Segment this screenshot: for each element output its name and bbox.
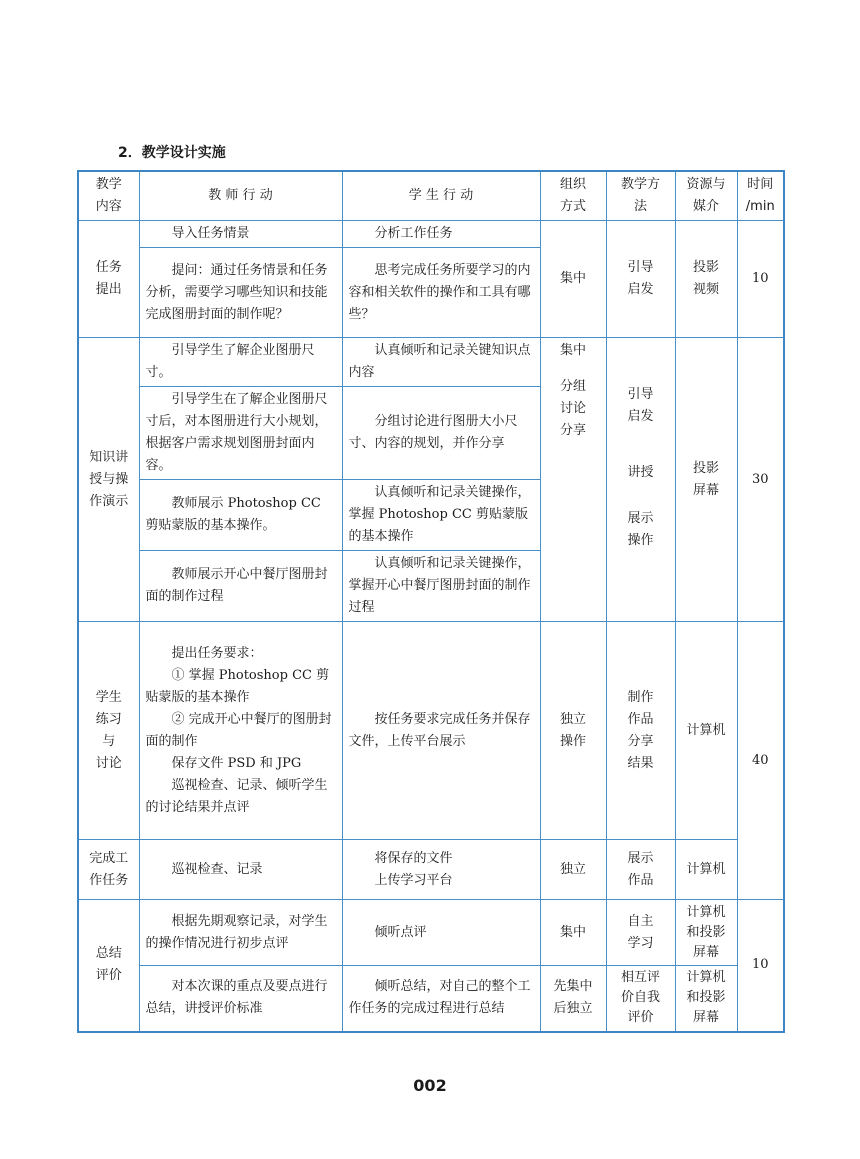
table-row — [78, 338, 784, 387]
teacher-action: 教师展示开心中餐厅图册封面的制作过程 — [139, 551, 342, 622]
student-action: 思考完成任务所要学习的内容和相关软件的操作和工具有哪些？ — [342, 248, 540, 338]
student-action: 倾听总结，对自己的整个工作任务的完成过程进行总结 — [342, 966, 540, 1032]
student-action: 分组讨论进行图册大小尺寸、内容的规划，并作分享 — [342, 387, 540, 480]
section-heading: 2．教学设计实施 — [118, 145, 226, 161]
teacher-action: 引导学生了解企业图册尺寸。 — [139, 338, 342, 387]
table-row — [78, 622, 784, 840]
teacher-action: 教师展示 Photoshop CC 剪贴蒙版的基本操作。 — [139, 480, 342, 551]
org-mode: 集中 — [540, 900, 606, 966]
teacher-action: 提问：通过任务情景和任务分析，需要学习哪些知识和技能完成图册封面的制作呢？ — [139, 248, 342, 338]
section-summary-evaluation: 总结 评价 — [78, 900, 139, 1032]
section-complete-task: 完成工 作任务 — [78, 840, 139, 900]
student-action: 认真倾听和记录关键操作，掌握开心中餐厅图册封面的制作过程 — [342, 551, 540, 622]
header-org: 组织 方式 — [540, 171, 606, 221]
resource-media: 投影 视频 — [675, 221, 737, 338]
teacher-action: 提出任务要求： ① 掌握 Photoshop CC 剪贴蒙版的基本操作 ② 完成开心中餐厅的图册封面的制作 保存文件 PSD 和 JPG 巡视检查、记录、倾听学生的讨论结果并点评 — [139, 622, 342, 840]
table-row — [78, 900, 784, 966]
teaching-method: 自主 学习 — [606, 900, 675, 966]
org-mode: 集中 — [540, 221, 606, 338]
table-header-row — [78, 171, 784, 221]
table-row — [78, 221, 784, 248]
section-practice-discussion: 学生 练习 与 讨论 — [78, 622, 139, 840]
header-time: 时间 /min — [737, 171, 784, 221]
resource-media: 计算机 和投影 屏幕 — [675, 900, 737, 966]
org-mode: 先集中 后独立 — [540, 966, 606, 1032]
student-action: 认真倾听和记录关键操作，掌握 Photoshop CC 剪贴蒙版的基本操作 — [342, 480, 540, 551]
header-resource: 资源与 媒介 — [675, 171, 737, 221]
teaching-method: 引导 启发 讲授 展示 操作 — [606, 338, 675, 622]
teacher-action: 巡视检查、记录 — [139, 840, 342, 900]
teacher-action: 引导学生在了解企业图册尺寸后，对本图册进行大小规划，根据客户需求规划图册封面内容。 — [139, 387, 342, 480]
teaching-method: 展示 作品 — [606, 840, 675, 900]
resource-media: 计算机 — [675, 840, 737, 900]
teacher-action: 根据先期观察记录，对学生的操作情况进行初步点评 — [139, 900, 342, 966]
section-task-intro: 任务 提出 — [78, 221, 139, 338]
student-action: 分析工作任务 — [342, 221, 540, 248]
org-mode: 独立 — [540, 840, 606, 900]
teaching-plan-table — [77, 170, 785, 1033]
table-row — [78, 966, 784, 1032]
header-content: 教学 内容 — [78, 171, 139, 221]
student-action: 认真倾听和记录关键知识点内容 — [342, 338, 540, 387]
header-method: 教学方 法 — [606, 171, 675, 221]
student-action: 按任务要求完成任务并保存文件，上传平台展示 — [342, 622, 540, 840]
student-action: 将保存的文件 上传学习平台 — [342, 840, 540, 900]
teacher-action: 对本次课的重点及要点进行总结，讲授评价标准 — [139, 966, 342, 1032]
time-minutes: 40 — [737, 622, 784, 900]
teaching-method: 制作 作品 分享 结果 — [606, 622, 675, 840]
time-minutes: 10 — [737, 221, 784, 338]
header-teacher: 教 师 行 动 — [139, 171, 342, 221]
resource-media: 计算机 和投影 屏幕 — [675, 966, 737, 1032]
section-knowledge-demo: 知识讲 授与操 作演示 — [78, 338, 139, 622]
student-action: 倾听点评 — [342, 900, 540, 966]
resource-media: 计算机 — [675, 622, 737, 840]
table-row — [78, 840, 784, 900]
page-number: 002 — [413, 1076, 447, 1095]
teacher-action: 导入任务情景 — [139, 221, 342, 248]
time-minutes: 30 — [737, 338, 784, 622]
teaching-method: 引导 启发 — [606, 221, 675, 338]
org-mode: 独立 操作 — [540, 622, 606, 840]
resource-media: 投影 屏幕 — [675, 338, 737, 622]
teaching-method: 相互评 价自我 评价 — [606, 966, 675, 1032]
header-student: 学 生 行 动 — [342, 171, 540, 221]
org-mode: 集中 分组 讨论 分享 — [540, 338, 606, 622]
time-minutes: 10 — [737, 900, 784, 1032]
